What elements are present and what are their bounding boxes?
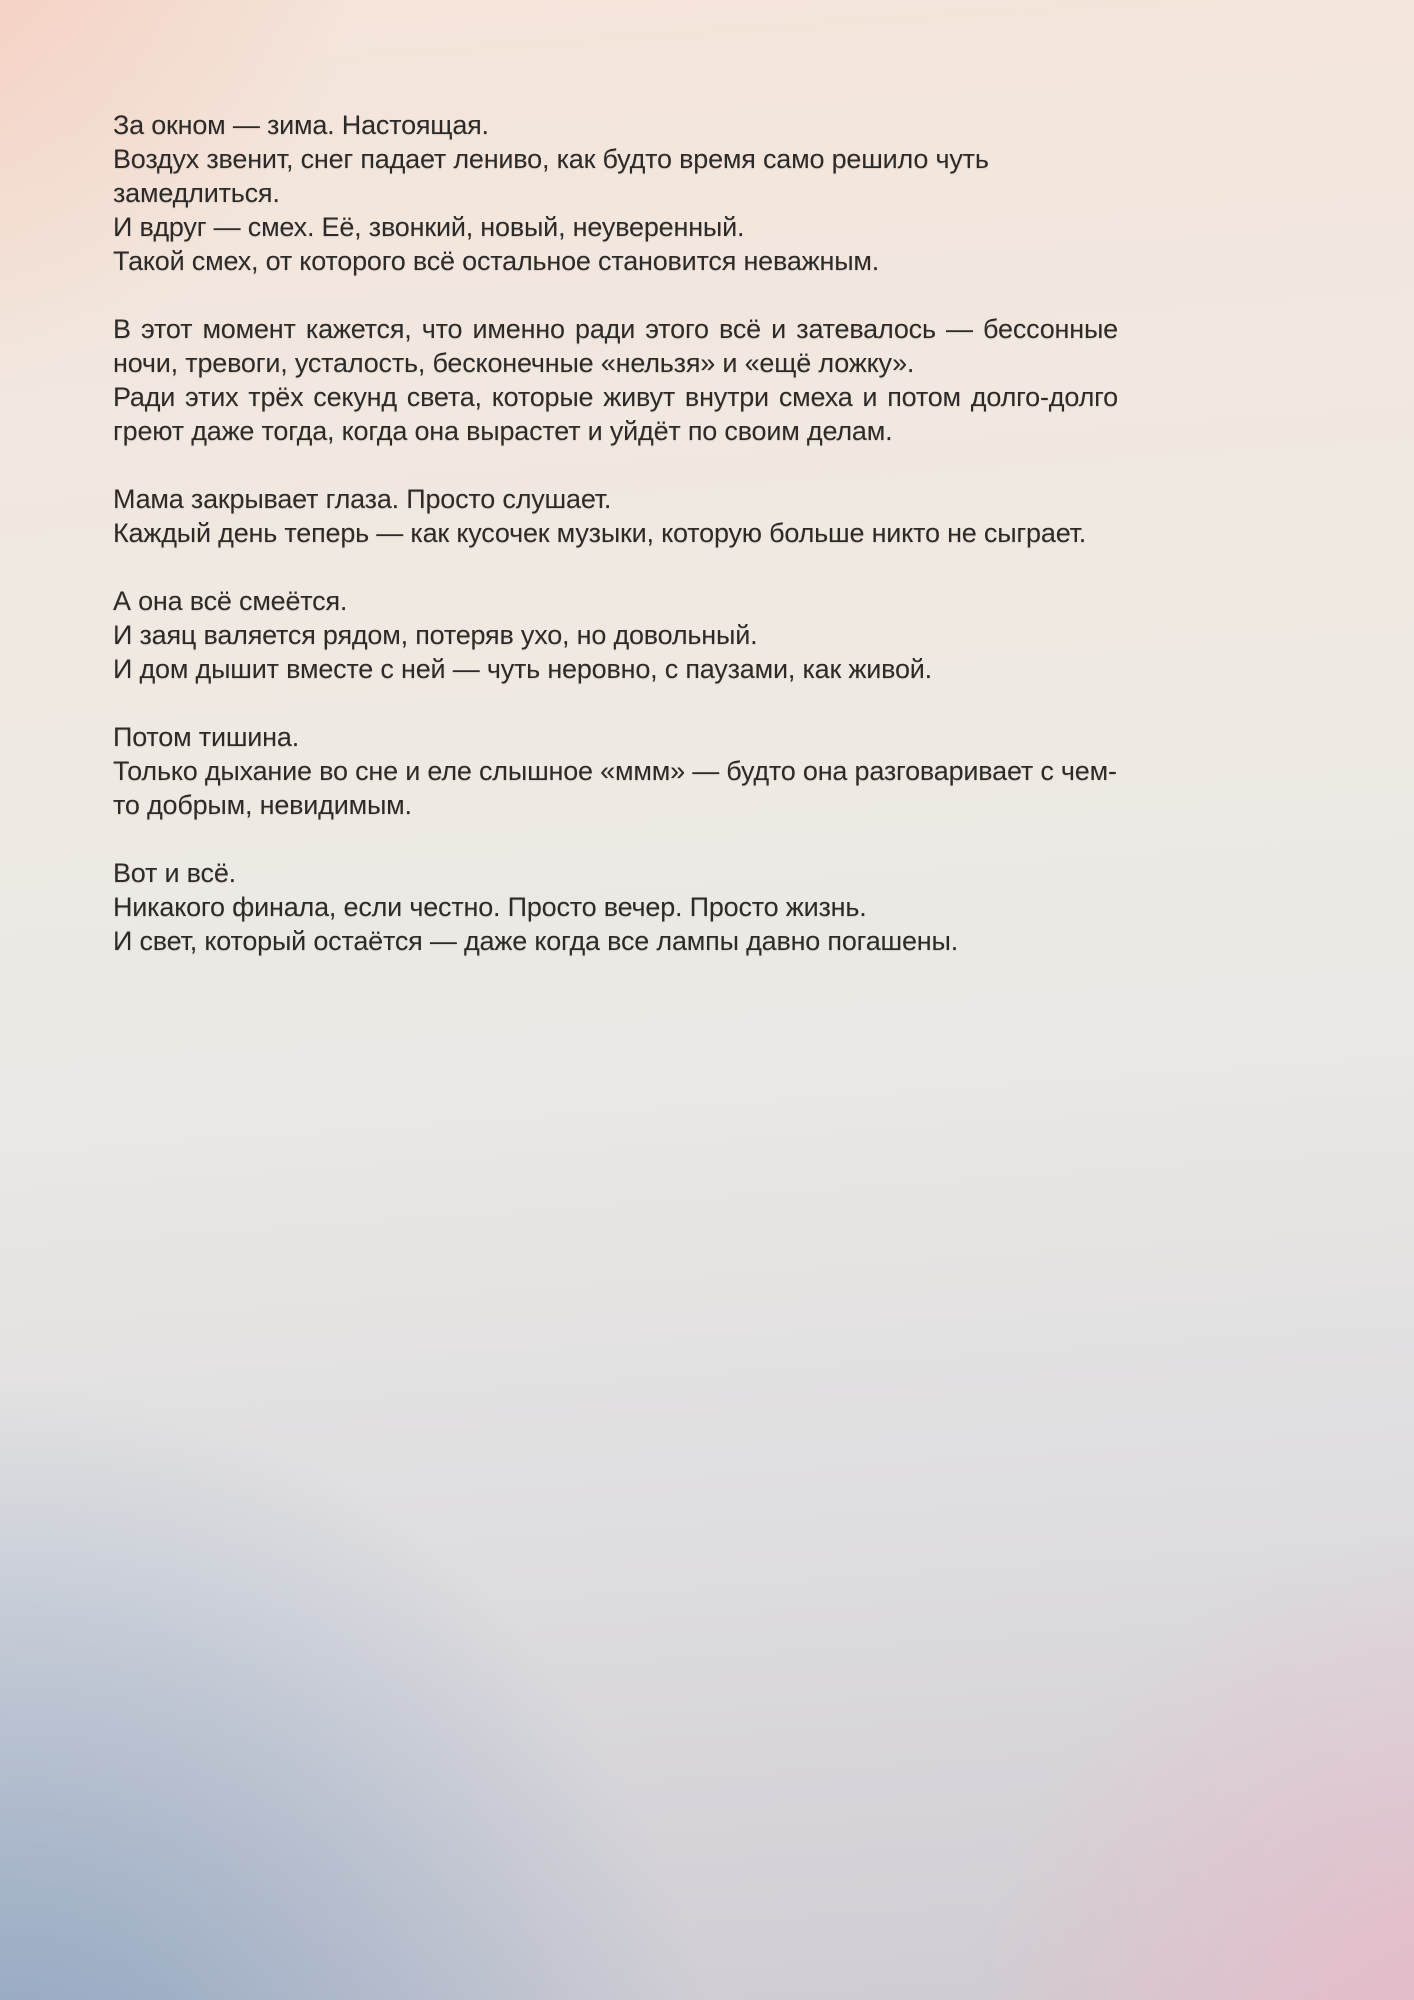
text-line: За окном — зима. Настоящая.	[113, 110, 489, 140]
text-line: Потом тишина.	[113, 722, 299, 752]
text-line	[113, 822, 1118, 856]
text-line: Каждый день теперь — как кусочек музыки, которую больше никто не сыграет.	[113, 518, 1087, 548]
text-line: Мама закрывает глаза. Просто слушает.	[113, 484, 612, 514]
paragraph	[113, 720, 1118, 958]
text-line: В этот момент кажется, что именно ради этого всё и затевалось — бессонные ночи, тревоги, усталость, бесконечные «нельзя» и «ещё ложку».	[113, 314, 1118, 378]
paragraph	[113, 584, 1118, 686]
text-line: Только дыхание во сне и еле слышное «ммм» — будто она разговаривает с чем-то добрым, невидимым.	[113, 756, 1117, 820]
text-line: И дом дышит вместе с ней — чуть неровно, с паузами, как живой.	[113, 654, 932, 684]
text-line: И заяц валяется рядом, потеряв ухо, но довольный.	[113, 620, 758, 650]
text-line: И свет, который остаётся — даже когда все лампы давно погашены.	[113, 926, 959, 956]
text-line: Ради этих трёх секунд света, которые живут внутри смеха и потом долго-долго греют даже тогда, когда она вырастет и уйдёт по своим делам.	[113, 382, 1118, 446]
paragraph	[113, 312, 1118, 448]
text-line: И вдруг — смех. Её, звонкий, новый, неуверенный.	[113, 212, 745, 242]
text-line: А она всё смеётся.	[113, 586, 348, 616]
text-line: Такой смех, от которого всё остальное становится неважным.	[113, 246, 880, 276]
text-line: Воздух звенит, снег падает лениво, как будто время само решило чуть замедлиться.	[113, 144, 989, 208]
paragraph	[113, 482, 1118, 550]
text-line: Никакого финала, если честно. Просто вечер. Просто жизнь.	[113, 892, 867, 922]
text-document	[113, 108, 1118, 958]
text-line: Вот и всё.	[113, 858, 236, 888]
paragraph	[113, 108, 1118, 278]
